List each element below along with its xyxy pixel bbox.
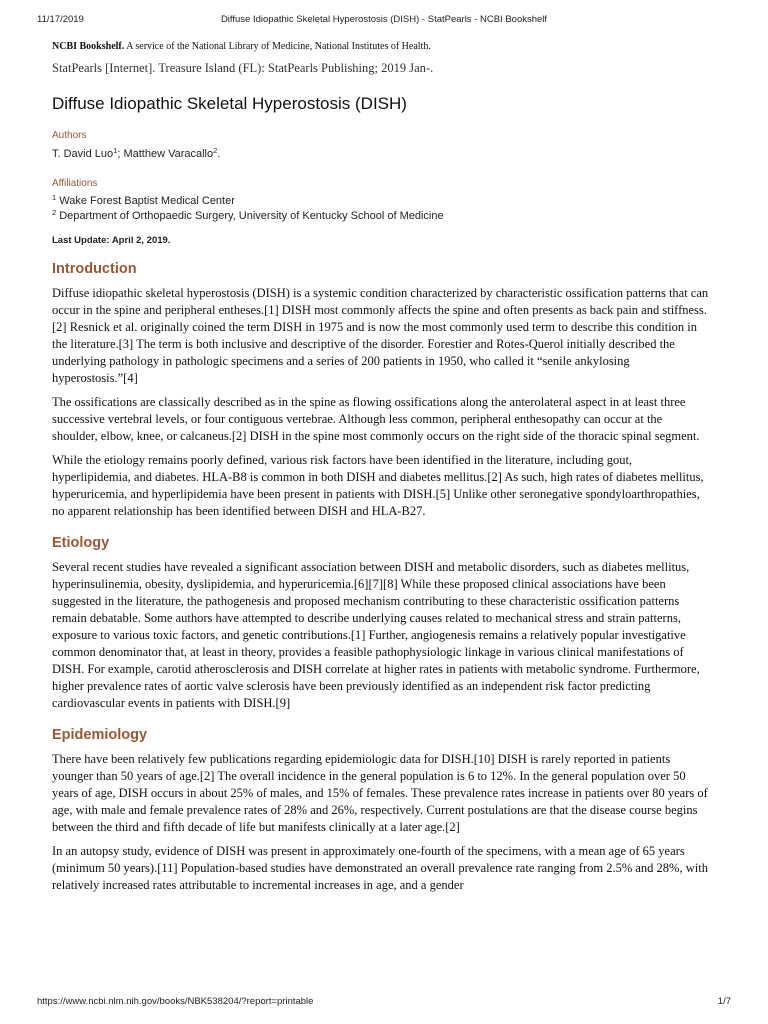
affiliation-number: 1 bbox=[52, 193, 57, 202]
affiliation-text: Department of Orthopaedic Surgery, University of Kentucky School of Medicine bbox=[59, 210, 444, 222]
affiliation-item bbox=[52, 194, 710, 209]
print-date: 11/17/2019 bbox=[37, 14, 84, 25]
affiliation-number: 2 bbox=[52, 208, 57, 217]
section-heading-introduction: Introduction bbox=[52, 261, 137, 277]
document-body bbox=[52, 40, 710, 901]
bookshelf-tagline: A service of the National Library of Medicine, National Institutes of Health. bbox=[126, 41, 431, 52]
paragraph: The ossifications are classically described as in the spine as flowing ossifications along the anterolateral aspect in at least three successive vertebral levels, or four contiguous vertebrae. Although less common, peripheral enthesopathy can occur at the shoulder, elbow, knee, or calcaneus.[2] DISH in the spine most commonly occurs on the right side of the thoracic spinal segment. bbox=[52, 395, 700, 443]
author-affiliation-ref[interactable]: 2 bbox=[213, 146, 218, 155]
page-number: 1/7 bbox=[717, 996, 731, 1007]
affiliation-item bbox=[52, 209, 710, 224]
print-doc-title: Diffuse Idiopathic Skeletal Hyperostosis (DISH) - StatPearls - NCBI Bookshelf bbox=[220, 14, 548, 25]
authors-label: Authors bbox=[52, 130, 87, 141]
author-affiliation-ref[interactable]: 1 bbox=[113, 146, 118, 155]
citation: StatPearls [Internet]. Treasure Island (FL): StatPearls Publishing; 2019 Jan-. bbox=[52, 61, 434, 75]
print-header bbox=[37, 14, 731, 28]
print-footer bbox=[37, 996, 731, 1010]
authors-line bbox=[52, 147, 710, 162]
paragraph: In an autopsy study, evidence of DISH was present in approximately one-fourth of the specimens, with a mean age of 65 years (minimum 50 years).[11] Population-based studies have demonstrated an overall prevalence rate ranging from 2.5% and 28%, with relatively increased rates attributable to incremental increases in age, and a gender bbox=[52, 844, 708, 892]
section-heading-etiology: Etiology bbox=[52, 535, 110, 551]
author-separator: ; bbox=[117, 148, 124, 160]
bookshelf-brand[interactable]: NCBI Bookshelf. bbox=[52, 41, 125, 52]
paragraph: While the etiology remains poorly defined, various risk factors have been identified in the literature, including gout, hyperlipidemia, and diabetes. HLA-B8 is common in both DISH and diabetes mellitus.[2] As such, high rates of diabetes mellitus, hyperuricemia, and hyperlipidemia have been present in patients with DISH.[5] Unlike other seronegative spondyloarthropathies, no apparent relationship has been identified between DISH and HLA-B27. bbox=[52, 453, 704, 518]
print-url: https://www.ncbi.nlm.nih.gov/books/NBK538204/?report=printable bbox=[37, 996, 314, 1007]
affiliations-label: Affiliations bbox=[52, 178, 98, 189]
affiliation-text: Wake Forest Baptist Medical Center bbox=[59, 195, 235, 207]
affiliations-list bbox=[52, 194, 710, 224]
paragraph: Diffuse idiopathic skeletal hyperostosis (DISH) is a systemic condition characterized by characteristic ossification patterns that can occur in the spine and peripheral entheses.[1] DISH most commonly affects the spine and often presents as back pain and stiffness.[2] Resnick et al. originally coined the term DISH in 1975 and is now the most commonly used term to describe this condition in the literature.[3] The term is both inclusive and descriptive of the disorder. Forestier and Rotes-Querol initially described the underlying pathology in pathologic specimens and a series of 200 patients in 1950, who called it “senile ankylosing hyperostosis.”[4] bbox=[52, 286, 709, 385]
article-title: Diffuse Idiopathic Skeletal Hyperostosis (DISH) bbox=[52, 94, 407, 113]
author-name[interactable]: Matthew Varacallo bbox=[123, 148, 214, 160]
paragraph: There have been relatively few publications regarding epidemiologic data for DISH.[10] DISH is rarely reported in patients younger than 50 years of age.[2] The overall incidence in the general population is 6 to 12%. In the general population over 50 years of age, DISH occurs in about 25% of males, and 15% of females. These prevalence rates increase in patients over 80 years of age, with male and female prevalence rates of 28% and 26%, respectively. Current postulations are that the disease course begins between the third and fifth decade of life but manifests clinically at a later age.[2] bbox=[52, 752, 708, 834]
author-separator: . bbox=[217, 148, 221, 160]
last-update: Last Update: April 2, 2019. bbox=[52, 235, 171, 246]
bookshelf-banner bbox=[52, 40, 710, 54]
paragraph: Several recent studies have revealed a significant association between DISH and metabolic disorders, such as diabetes mellitus, hyperinsulinemia, obesity, dyslipidemia, and hyperuricemia.[6][7][8] While these proposed clinical associations have been suggested in the literature, the pathogenesis and proposed mechanism contributing to these characteristic ossification patterns remain debatable. Some authors have attempted to describe underlying causes related to mechanical stress and strain patterns, exposure to various toxic factors, and genetic contributions.[1] Further, angiogenesis remains a relatively popular investigative common denominator that, at least in theory, provides a feasible pathophysiologic linkage in various clinical manifestations of DISH. For example, carotid atherosclerosis and DISH correlate at higher rates in patients with metabolic syndrome. Furthermore, higher prevalence rates of aortic valve sclerosis have been previously identified as an independent risk factor predicting cardiovascular events in patients with DISH.[9] bbox=[52, 560, 700, 710]
section-heading-epidemiology: Epidemiology bbox=[52, 727, 148, 743]
author-name[interactable]: T. David Luo bbox=[52, 148, 114, 160]
